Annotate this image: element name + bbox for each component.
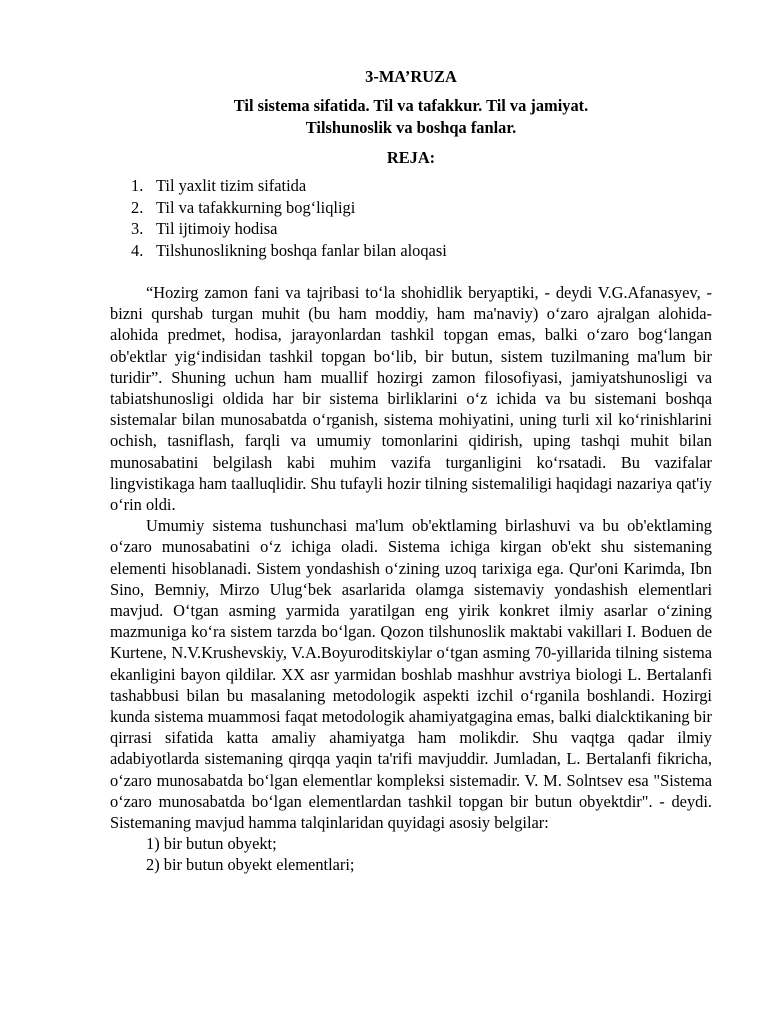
lecture-number: 3-MA’RUZA [365, 67, 457, 86]
plan-item-text: Til yaxlit tizim sifatida [156, 176, 307, 195]
enumerated-line: 1) bir butun obyekt; [146, 834, 277, 854]
body-paragraph: Umumiy sistema tushunchasi ma'lum ob'ektlaming birlashuvi va bu ob'ektlaming o‘zaro munosabatini o‘z ichiga oladi. Sistema ichiga kirgan ob'ekt shu sistemaning elementi hisoblanadi. Sistem yondashish o‘zining uzoq tarixiga ega. Qur'oni Karimda, Ibn Sino, Bemniy, Mirzo Ulug‘bek asarlarida olamga sistemaviy yondashish elementlari mavjud. O‘tgan asming yarmida yaratilgan eng yirik konkret ilmiy asarlar o‘zining mazmuniga ko‘ra sistem tarzda bo‘lgan. Qozon tilshunoslik maktabi vakillari I. Boduen de Kurtene, N.V.Krushevskiy, V.A.Boyuroditskiylar o‘tgan asming 70-yillarida tilning sistema ekanligini bayon qildilar. XX asr yarmidan boshlab mashhur avstriya biologi L. Bertalanfi tashabbusi bilan bu masalaning metodologik aspekti izchil o‘rganila boshlandi. Hozirgi kunda sistema muammosi faqat metodologik ahamiyatgagina emas, balki dialcktikaning bir qirrasi sifatida katta amaliy ahamiyatga ham molikdir. Shu vaqtga qadar ilmiy adabiyotlarda sistemaning qirqqa yaqin ta'rifi mavjuddir. Jumladan, L. Bertalanfi fikricha, o‘zaro munosabatda bo‘lgan elementlar kompleksi sistemadir. V. M. Solntsev esa "Sistema o‘zaro munosabatda bo‘lgan elementlardan tashkil topgan bir butun obyektdir". - deydi. Sistemaning mavjud hamma talqinlaridan quyidagi asosiy belgilar: [110, 516, 712, 833]
title-line: Tilshunoslik va boshqa fanlar. [305, 118, 517, 137]
plan-item-text: Tilshunoslikning boshqa fanlar bilan aloqasi [156, 240, 447, 260]
plan-item [110, 175, 712, 197]
title-line: Til sistema sifatida. Til va tafakkur. Til va jamiyat. [233, 96, 589, 115]
plan-item [110, 240, 712, 262]
enumerated-line: 2) bir butun obyekt elementlari; [146, 855, 355, 875]
plan-heading: REJA: [386, 148, 436, 167]
body-paragraph: “Hozirg zamon fani va tajribasi to‘la shohidlik beryaptiki, - deydi V.G.Afanasyev, - bizni qurshab turgan muhit (bu ham moddiy, ham ma'naviy) o‘zaro ajralgan alohida-alohida predmet, hodisa, jarayonlardan tashkil topgan emas, balki o‘zaro bog‘langan ob'ektlar yig‘indisidan tashkil topgan bo‘lib, bir butun, sistem tuzilmaning ma'lum bir turidir”. Shuning uchun ham muallif hozirgi zamon filosofiyasi, jamiyatshunosligi va tabiatshunosligi oldida har bir sistema birliklarini o‘z ichida va bu sistemani boshqa sistemalar bilan munosabatda o‘rganish, sistema mohiyatini, uning turli xil ko‘rinishlarini ochish, tasniflash, farqli va umumiy tomonlarini qidirish, uping tashqi muhit bilan munosabatini belgilash kabi muhim vazifa turganligini ko‘rsatadi. Bu vazifalar lingvistikaga ham taalluqlidir. Shu tufayli hozir tilning sistemaliligi haqidagi nazariya qat'iy o‘rin oldi. [110, 283, 712, 515]
document-page [110, 66, 712, 876]
plan-list [110, 175, 712, 261]
plan-item-text: Til va tafakkurning bog‘liqligi [156, 197, 356, 217]
document-title [110, 95, 712, 139]
plan-item-number: 3. [131, 219, 144, 238]
plan-item-number: 4. [131, 240, 144, 260]
plan-item [110, 197, 712, 219]
plan-item [110, 218, 712, 240]
plan-item-number: 1. [131, 176, 144, 195]
plan-item-number: 2. [131, 197, 144, 217]
plan-item-text: Til ijtimoiy hodisa [156, 219, 278, 238]
